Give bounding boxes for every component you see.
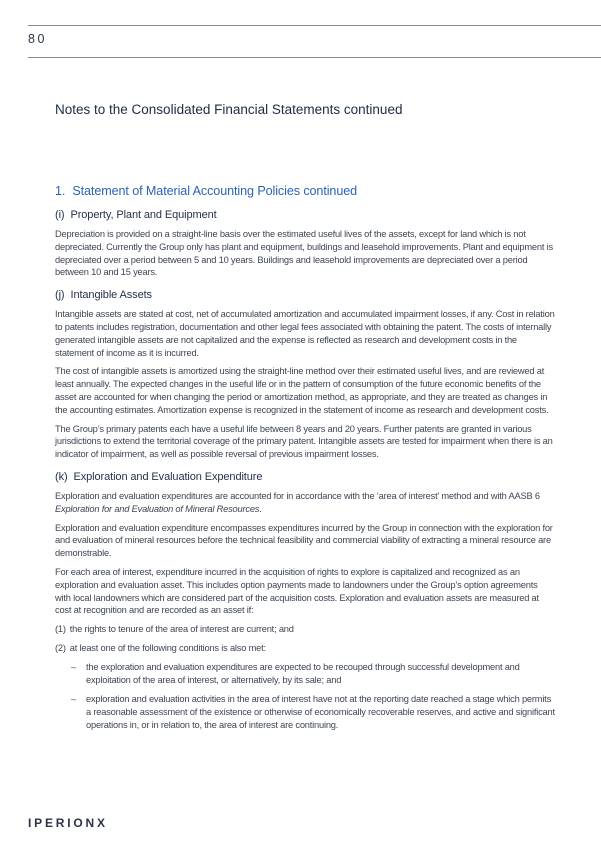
paragraph: Depreciation is provided on a straight-line basis over the estimated useful lives of the assets, except for land which is not depreciated. Currently the Group only has plant and equipment, buildings and leasehold improvements. Plant and equipment is depreciated over a period between 5 and 10 years. Buildings and leasehold improvements are depreciated over a period between 10 and 15 years. bbox=[55, 229, 553, 278]
standard-name-italic: Exploration for and Evaluation of Mineral Resources bbox=[55, 503, 260, 514]
condition-item bbox=[55, 623, 555, 636]
dash-item-text: the exploration and evaluation expenditures are expected to be recouped through successful development and exploitation of the area of interest, or alternatively, by its sale; and bbox=[86, 661, 520, 685]
subsection-title: Property, Plant and Equipment bbox=[70, 209, 217, 221]
page-number: 80 bbox=[28, 32, 47, 46]
condition-marker: (2) bbox=[55, 642, 66, 653]
section-heading bbox=[55, 184, 555, 199]
condition-item bbox=[55, 642, 555, 655]
paragraph: Exploration and evaluation expenditure encompasses expenditures incurred by the Group in connection with the exploration for and evaluation of mineral resources before the technical feasibility and commercial viability of extracting a mineral resource are demonstrable. bbox=[55, 522, 553, 559]
dash-marker: – bbox=[71, 694, 76, 705]
dash-item-text: exploration and evaluation activities in the area of interest have not at the reporting date reached a stage which permits a reasonable assessment of the existence or otherwise of economically recoverable reserves, and active and significant operations in, or in relation to, the area of interest are continuing. bbox=[86, 694, 555, 730]
citation-text-after: . bbox=[259, 503, 262, 514]
condition-text: at least one of the following conditions is also met: bbox=[69, 642, 266, 653]
subsection-id: (i) bbox=[55, 209, 65, 221]
condition-marker: (1) bbox=[55, 624, 66, 635]
paragraph: For each area of interest, expenditure incurred in the acquisition of rights to explore is capitalized and recognized as an exploration and evaluation asset. This includes option payments made to landowners under the Group’s option agreements with local landowners which are considered part of the acquisition costs. Exploration and evaluation assets are measured at cost at recognition and are recorded as an asset if: bbox=[55, 566, 539, 616]
header-bottom-rule bbox=[28, 57, 601, 58]
subsection-heading-intangible-assets bbox=[55, 289, 555, 302]
subsection-title: Intangible Assets bbox=[70, 289, 152, 302]
condition-text: the rights to tenure of the area of interest are current; and bbox=[69, 624, 294, 635]
iperionx-logo: IPERIONX bbox=[28, 816, 108, 830]
header-top-rule bbox=[28, 25, 601, 26]
dash-marker: – bbox=[71, 661, 76, 672]
subsection-heading-exploration-evaluation bbox=[55, 471, 555, 484]
subsection-id: (k) bbox=[55, 470, 68, 483]
citation-text-before: Exploration and evaluation expenditures are accounted for in accordance with the ‘area of interest’ method and with AASB 6 bbox=[55, 490, 540, 501]
dash-list-item bbox=[71, 661, 555, 687]
subsection-title: Exploration and Evaluation Expenditure bbox=[73, 470, 263, 483]
paragraph-with-citation bbox=[55, 490, 555, 516]
paragraph: Intangible assets are stated at cost, net of accumulated amortization and accumulated impairment losses, if any. Cost in relation to patents includes registration, documentation and other legal fees associated with obtaining the patent. The costs of internally generated intangible assets are not capitalized and the expense is reflected as research and development costs in the statement of income as it is incurred. bbox=[55, 309, 555, 358]
section-title: Statement of Material Accounting Policies continued bbox=[72, 184, 358, 198]
dash-list-item bbox=[71, 693, 555, 731]
document-title: Notes to the Consolidated Financial Statements continued bbox=[55, 102, 403, 117]
subsection-id: (j) bbox=[55, 289, 65, 302]
paragraph: The Group’s primary patents each have a useful life between 8 years and 20 years. Further patents are granted in various jurisdictions to extend the territorial coverage of the primary patent. Intangible assets are tested for impairment when there is an indicator of impairment, as well as possible reversal of previous impairment losses. bbox=[55, 423, 553, 460]
section-number: 1. bbox=[55, 184, 66, 198]
paragraph: The cost of intangible assets is amortized using the straight-line method over their estimated useful lives, and are reviewed at least annually. The expected changes in the useful life or in the pattern of consumption of the future economic benefits of the asset are accounted for when changing the period or amortization method, as appropriate, and they are treated as changes in the accounting estimates. Amortization expense is recognized in the statement of income as research and development costs. bbox=[55, 366, 549, 415]
subsection-heading-property-plant-equipment bbox=[55, 209, 555, 222]
main-content bbox=[55, 184, 555, 739]
